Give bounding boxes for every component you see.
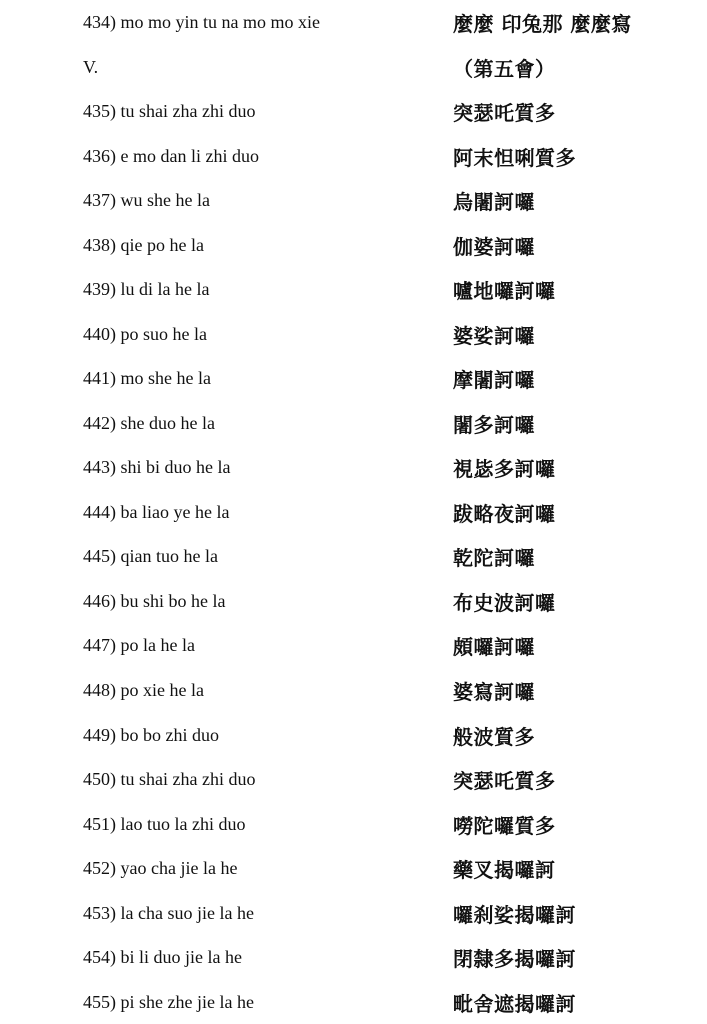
pinyin-text: V. xyxy=(83,57,99,77)
chinese-text: 伽婆訶囉 xyxy=(453,235,535,259)
mantra-line xyxy=(0,278,707,308)
pinyin-text: 443) shi bi duo he la xyxy=(83,457,231,477)
mantra-line xyxy=(0,813,707,843)
pinyin-text: 453) la cha suo jie la he xyxy=(83,903,254,923)
chinese-text: 毗舍遮揭囉訶 xyxy=(453,992,576,1016)
pinyin-text: 446) bu shi bo he la xyxy=(83,591,226,611)
pinyin-text: 447) po la he la xyxy=(83,635,195,655)
pinyin-text: 438) qie po he la xyxy=(83,235,204,255)
mantra-line xyxy=(0,768,707,798)
pinyin-text: 439) lu di la he la xyxy=(83,279,210,299)
chinese-text: 闍多訶囉 xyxy=(453,413,535,437)
mantra-line xyxy=(0,189,707,219)
chinese-text: （第五會） xyxy=(453,57,556,81)
pinyin-text: 454) bi li duo jie la he xyxy=(83,947,242,967)
pinyin-text: 441) mo she he la xyxy=(83,368,211,388)
mantra-line xyxy=(0,679,707,709)
mantra-line xyxy=(0,234,707,264)
chinese-text: 麼麼 印兔那 麼麼寫 xyxy=(453,12,632,36)
chinese-text: 乾陀訶囉 xyxy=(453,546,535,570)
chinese-text: 婆寫訶囉 xyxy=(453,680,535,704)
pinyin-text: 445) qian tuo he la xyxy=(83,546,218,566)
chinese-text: 閉隸多揭囉訶 xyxy=(453,947,576,971)
mantra-line xyxy=(0,902,707,932)
mantra-line xyxy=(0,724,707,754)
mantra-line xyxy=(0,634,707,664)
chinese-text: 布史波訶囉 xyxy=(453,591,556,615)
chinese-text: 烏闍訶囉 xyxy=(453,190,535,214)
pinyin-text: 451) lao tuo la zhi duo xyxy=(83,814,246,834)
pinyin-text: 440) po suo he la xyxy=(83,324,207,344)
pinyin-text: 449) bo bo zhi duo xyxy=(83,725,219,745)
mantra-line xyxy=(0,501,707,531)
mantra-line xyxy=(0,590,707,620)
mantra-line xyxy=(0,11,707,41)
mantra-line xyxy=(0,991,707,1021)
mantra-line xyxy=(0,100,707,130)
pinyin-text: 435) tu shai zha zhi duo xyxy=(83,101,256,121)
chinese-text: 嚧地囉訶囉 xyxy=(453,279,556,303)
chinese-text: 藥叉揭囉訶 xyxy=(453,858,556,882)
chinese-text: 突瑟吒質多 xyxy=(453,769,556,793)
pinyin-text: 448) po xie he la xyxy=(83,680,204,700)
chinese-text: 頗囉訶囉 xyxy=(453,635,535,659)
mantra-line xyxy=(0,145,707,175)
pinyin-text: 455) pi she zhe jie la he xyxy=(83,992,254,1012)
pinyin-text: 452) yao cha jie la he xyxy=(83,858,238,878)
mantra-line xyxy=(0,545,707,575)
pinyin-text: 444) ba liao ye he la xyxy=(83,502,230,522)
chinese-text: 囉刹娑揭囉訶 xyxy=(453,903,576,927)
pinyin-text: 437) wu she he la xyxy=(83,190,210,210)
pinyin-text: 442) she duo he la xyxy=(83,413,215,433)
mantra-line xyxy=(0,367,707,397)
chinese-text: 般波質多 xyxy=(453,725,535,749)
section-heading-line xyxy=(0,56,707,86)
chinese-text: 突瑟吒質多 xyxy=(453,101,556,125)
chinese-text: 視毖多訶囉 xyxy=(453,457,556,481)
chinese-text: 嘮陀囉質多 xyxy=(453,814,556,838)
chinese-text: 阿末怛唎質多 xyxy=(453,146,576,170)
chinese-text: 跋略夜訶囉 xyxy=(453,502,556,526)
mantra-line xyxy=(0,946,707,976)
mantra-line xyxy=(0,456,707,486)
pinyin-text: 434) mo mo yin tu na mo mo xie xyxy=(83,12,320,32)
mantra-line xyxy=(0,412,707,442)
pinyin-text: 436) e mo dan li zhi duo xyxy=(83,146,259,166)
mantra-line xyxy=(0,323,707,353)
chinese-text: 婆娑訶囉 xyxy=(453,324,535,348)
mantra-line xyxy=(0,857,707,887)
chinese-text: 摩闍訶囉 xyxy=(453,368,535,392)
pinyin-text: 450) tu shai zha zhi duo xyxy=(83,769,256,789)
